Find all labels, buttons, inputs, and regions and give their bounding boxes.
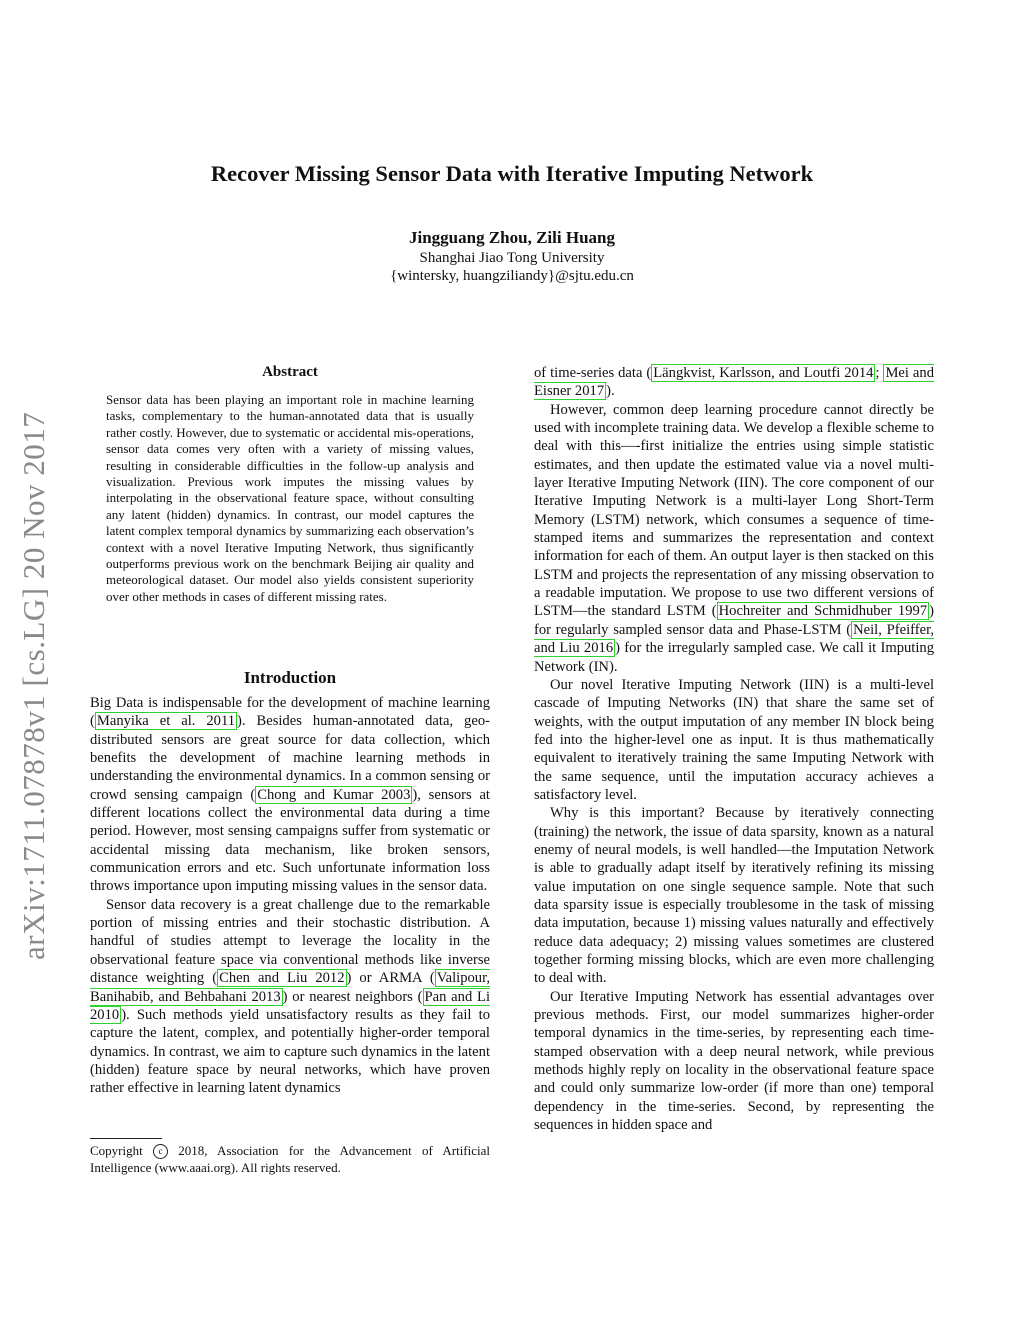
copyright-label: Copyright <box>90 1143 143 1158</box>
citation-link[interactable]: Pan and Li 2010 <box>90 988 491 1023</box>
text-run: Big Data is indispensable for the development of machine learning ( <box>90 695 490 730</box>
author-email: {wintersky, huangziliandy}@sjtu.edu.cn <box>390 268 634 284</box>
intro-paragraph-1 <box>90 694 490 896</box>
citation-link[interactable]: Neil, Pfeiffer, and Liu 2016 <box>534 621 934 657</box>
right-paragraph-3: Why is this important? Because by iteratively connecting (training) the network, the issue of data sparsity, known as a natural enemy of neural models, is well handled—the Imputation Network is able to gradually adapt itself by iteratively refining its missing value imputation on one single sequence sample. Note that such data sparsity issue is especially troublesome in the task of missing data imputation, because 1) missing values naturally and effectively reduce data adequacy; 2) missing values sometimes are clustered together forming missing blocks, which are even more challenging to deal with. <box>534 805 934 987</box>
text-run: ) for regularly sampled sensor data and Phase-LSTM ( <box>534 603 934 638</box>
citation-link[interactable]: Hochreiter and Schmidhuber 1997 <box>718 603 928 620</box>
text-run: of time-series data ( <box>534 365 652 381</box>
right-paragraph-1 <box>534 401 934 676</box>
abstract-heading: Abstract <box>262 364 318 380</box>
right-paragraph-2: Our novel Iterative Imputing Network (IIN) is a multi-level cascade of Imputing Networks (IN) that share the same set of weights, with the output imputation of any member IN block being fed into the higher-level one as input. It is thus mathematically equivalent to iteratively training the same Imputing Network with the same sequence, until the imputation accuracy achieves a satisfactory level. <box>534 676 934 803</box>
author-names: Jingguang Zhou, Zili Huang <box>409 228 615 247</box>
intro-paragraph-2 <box>90 896 490 1098</box>
text-run: ) for the irregularly sampled case. We call it Imputing Network (IN). <box>534 640 934 675</box>
affiliation-block <box>0 249 1024 285</box>
citation-link[interactable]: Chong and Kumar 2003 <box>257 786 411 803</box>
copyright-text: 2018, Association for the Advancement of Artificial Intelligence (www.aaai.org). All rights reserved. <box>90 1143 491 1175</box>
text-run: ). Such methods yield unsatisfactory results as they fail to capture the latent, complex, and potentially higher-order temporal dynamics. In contrast, we aim to capture such dynamics in the latent (hidden) feature space by neural networks, which have proven rather effective in learning latent dynamics <box>90 1006 490 1097</box>
paper-title: Recover Missing Sensor Data with Iterative Imputing Network <box>210 161 814 186</box>
text-run: ; <box>875 365 884 381</box>
right-paragraph-4: Our Iterative Imputing Network has essential advantages over previous methods. First, our model summarizes higher-order temporal dynamics in the time-series, by representing each time-stamped observation with a deep neural network, while previous methods highly reply on locality in the observational feature space and could only summarize low-order (if more than one) temporal dependency in the time-series. Second, by representing the sequences in hidden space and <box>534 988 934 1134</box>
right-paragraph-0 <box>534 364 934 401</box>
citation-link[interactable]: Mei and Eisner 2017 <box>534 365 935 400</box>
abstract-body <box>106 392 474 605</box>
text-run: ). <box>606 383 615 400</box>
left-column-body <box>90 694 490 1098</box>
copyright-footnote <box>90 1143 490 1176</box>
text-run: However, common deep learning procedure cannot directly be used with incomplete training data. We develop a flexible scheme to deal with this—-first initialize the entries using simple statistic estimates, and then update the estimated value via a novel multi-layer Iterative Imputing Network (IIN). The core component of our Iterative Imputing Network is a multi-layer Long Short-Term Memory (LSTM) network, which consumes a sequence of time-stamped items and summarizes the representation and context information for each of them. An output layer is then stacked on this LSTM and projects the representation of any missing observation to a readable imputation. We propose to use two different versions of LSTM—the standard LSTM ( <box>534 401 934 620</box>
citation-link[interactable]: Chen and Liu 2012 <box>219 970 345 987</box>
copyright-icon: c <box>153 1144 168 1159</box>
text-run: ) or ARMA ( <box>346 970 435 987</box>
right-column-body <box>534 364 934 1134</box>
abstract-text: Sensor data has been playing an important role in machine learning tasks, complementary to the human-annotated data that is usually rather costly. However, due to systematic or accidental mis-operations, sensor data comes very often with a variety of missing values, resulting in considerable difficulties in the follow-up analysis and visualization. Previous work imputes the missing values by interpolating in the observational feature space, without consulting any latent (hidden) dynamics. In contrast, our model captures the latent complex temporal dynamics by summarizing each observation’s context with a novel Iterative Imputing Network, thus significantly outperforms previous work on the benchmark Beijing air quality and meteorological dataset. Our model also yields consistent superiority over other methods in cases of different missing rates. <box>106 392 474 604</box>
citation-link[interactable]: Valipour, Banihabib, and Behbahani 2013 <box>90 970 491 1005</box>
text-run: ), sensors at different locations collect the environmental data during a time period. However, most sensing campaigns suffer from systematic or accidental missing data mechanism, like broken sensors, communication errors and etc. Such unfortunate information loss throws importance upon imputing missing values in the sensor data. <box>90 786 490 895</box>
introduction-heading: Introduction <box>243 668 337 687</box>
affiliation: Shanghai Jiao Tong University <box>419 250 605 266</box>
citation-link[interactable]: Manyika et al. 2011 <box>96 713 236 730</box>
citation-link[interactable]: Längkvist, Karlsson, and Loutfi 2014 <box>653 365 874 381</box>
footnote-divider <box>90 1138 162 1139</box>
text-run: ). Besides human-annotated data, geo-distributed sensors are great source for data collection, which benefits the development of machine learning methods in understanding the environmental dynamics. In a common sensing or crowd sensing campaign ( <box>90 713 490 803</box>
text-run: Sensor data recovery is a great challenge due to the remarkable portion of missing entries and their stochastic distribution. A handful of studies attempt to leverage the locality in the observational feature space via conventional methods like inverse distance weighting ( <box>90 896 490 987</box>
arxiv-identifier[interactable]: arXiv:1711.07878v1 [cs.LG] 20 Nov 2017 <box>16 411 51 960</box>
text-run: ) or nearest neighbors ( <box>282 988 423 1005</box>
